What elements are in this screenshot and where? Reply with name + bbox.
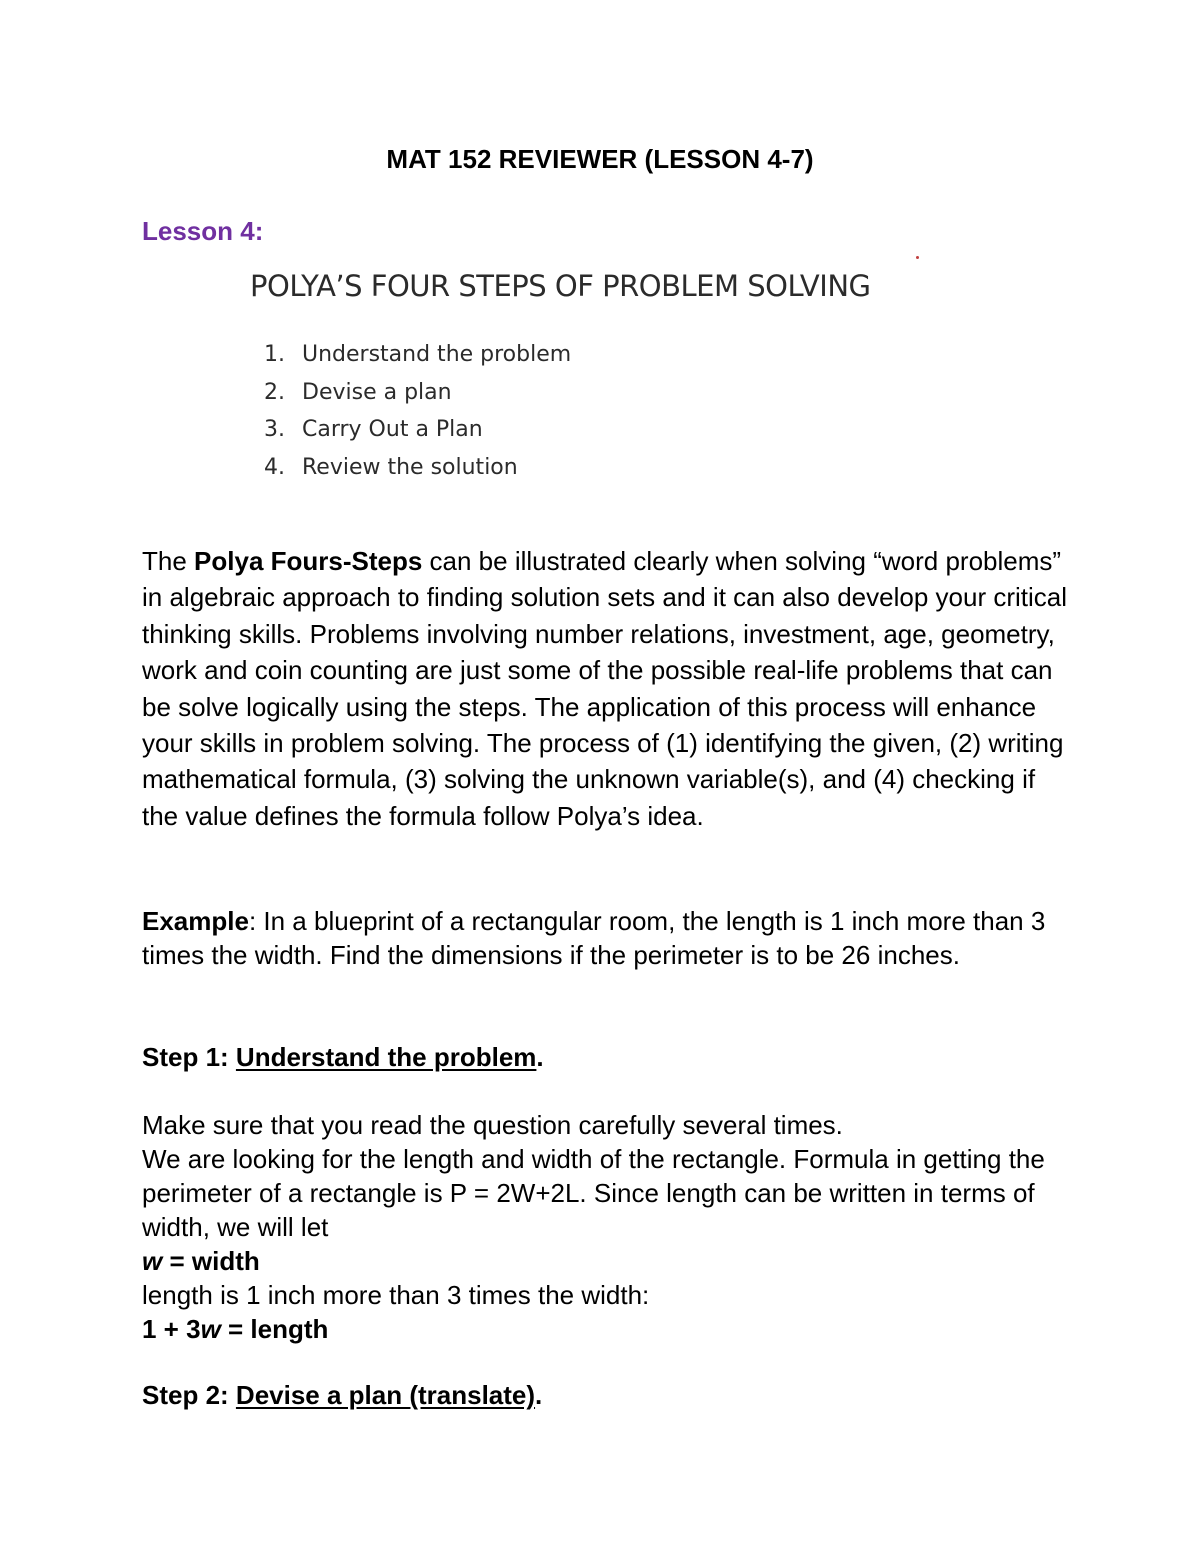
step1-variable-definition bbox=[142, 1244, 1072, 1278]
list-item bbox=[264, 449, 571, 487]
intro-text-start: The bbox=[142, 546, 195, 576]
list-item-label: Carry Out a Plan bbox=[302, 417, 483, 442]
list-item-label: Devise a plan bbox=[302, 379, 452, 405]
intro-bold-term: Polya Fours-Steps bbox=[194, 546, 423, 576]
step1-body bbox=[142, 1108, 1072, 1346]
step1-line-formula: We are looking for the length and width of the rectangle. Formula in getting the perimeter of a rectangle is P = 2W+2L. Since length can be written in terms of width, we will let bbox=[142, 1144, 1045, 1242]
list-item bbox=[264, 336, 571, 374]
step1-prefix: Step 1: bbox=[142, 1042, 236, 1072]
step1-heading bbox=[142, 1040, 1072, 1074]
step2-prefix: Step 2: bbox=[142, 1380, 236, 1410]
list-item bbox=[264, 374, 571, 412]
equation-start: 1 + 3 bbox=[142, 1314, 201, 1344]
example-text: : In a blueprint of a rectangular room, the length is 1 inch more than 3 times the width. Find the dimensions if the perimeter is to be 26 inches. bbox=[142, 906, 1046, 970]
equation-end: = length bbox=[220, 1314, 329, 1344]
step1-line-length: length is 1 inch more than 3 times the width: bbox=[142, 1280, 650, 1310]
example-label: Example bbox=[142, 906, 249, 936]
lesson-heading: Lesson 4: bbox=[142, 216, 264, 246]
step1-period: . bbox=[536, 1042, 544, 1072]
step2-period: . bbox=[535, 1380, 543, 1410]
step1-line-read: Make sure that you read the question carefully several times. bbox=[142, 1110, 843, 1140]
intro-paragraph bbox=[142, 543, 1072, 834]
equation-variable: w bbox=[200, 1314, 221, 1344]
step1-length-equation bbox=[142, 1312, 1072, 1346]
intro-text-rest: can be illustrated clearly when solving “word problems” in algebraic approach to finding solution sets and it can also develop your critical thinking skills. Problems involving number relations, investment, age, geometry, work and coin counting are just some of the possible real-life problems that can be solve logically using the steps. The application of this process will enhance your skills in problem solving. The process of (1) identifying the given, (2) writing mathematical formula, (3) solving the unknown variable(s), and (4) checking if the value defines the formula follow Polya’s idea. bbox=[142, 546, 1067, 831]
list-item-number: 2. bbox=[264, 379, 285, 405]
step2-title: Devise a plan (translate) bbox=[235, 1380, 536, 1410]
polya-steps-figure bbox=[250, 266, 950, 496]
document-title: MAT 152 REVIEWER (LESSON 4-7) bbox=[386, 144, 814, 174]
variable-w-meaning: = width bbox=[162, 1246, 260, 1276]
list-item-number: 1. bbox=[264, 342, 285, 367]
figure-title: POLYA’S FOUR STEPS OF PROBLEM SOLVING bbox=[250, 269, 871, 303]
figure-speck bbox=[916, 256, 919, 259]
step1-title: Understand the problem bbox=[235, 1042, 537, 1072]
list-item-label: Review the solution bbox=[302, 454, 518, 480]
list-item bbox=[264, 411, 571, 449]
example-paragraph bbox=[142, 904, 1072, 972]
polya-steps-list bbox=[264, 336, 571, 486]
variable-w: w bbox=[142, 1246, 163, 1276]
list-item-number: 4. bbox=[264, 454, 285, 480]
list-item-number: 3. bbox=[264, 417, 285, 442]
list-item-label: Understand the problem bbox=[302, 342, 572, 367]
step2-heading bbox=[142, 1378, 1072, 1412]
